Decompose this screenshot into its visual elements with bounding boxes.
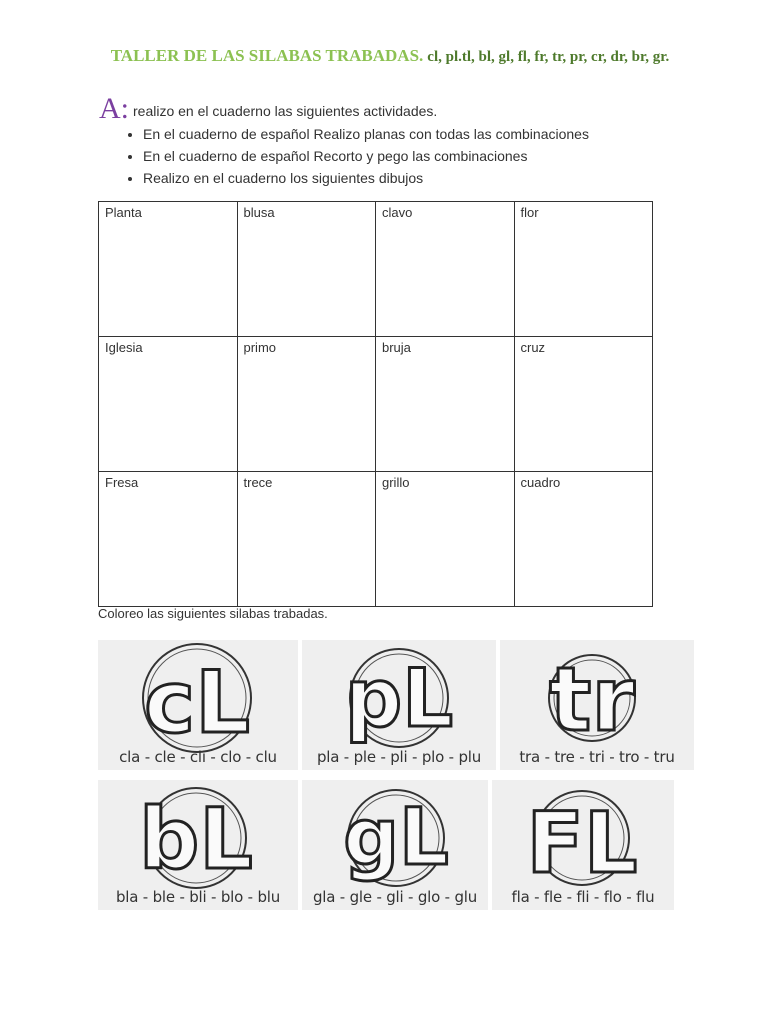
table-cell: Iglesia bbox=[99, 337, 238, 472]
table-cell: grillo bbox=[376, 472, 515, 607]
card-letters: cL bbox=[144, 653, 250, 753]
table-cell: primo bbox=[237, 337, 376, 472]
section-a-text: realizo en el cuaderno las siguientes actividades. bbox=[133, 103, 438, 119]
table-cell: cuadro bbox=[514, 472, 653, 607]
table-row bbox=[99, 337, 653, 472]
syllable-card-pl bbox=[302, 640, 496, 770]
card-letters: bL bbox=[139, 790, 253, 888]
activity-item: • Realizo en el cuaderno los siguientes dibujos bbox=[143, 167, 589, 189]
syllable-row: gla - gle - gli - glo - glu bbox=[312, 888, 478, 906]
syllable-card-fl bbox=[492, 780, 674, 910]
title-combinations: cl, pl.tl, bl, gl, fl, fr, tr, pr, cr, dr, br, gr. bbox=[427, 49, 670, 65]
syllable-row: fla - fle - fli - flo - flu bbox=[511, 888, 655, 906]
syllable-row: cla - cle - cli - clo - clu bbox=[119, 748, 277, 766]
card-letters: pL bbox=[344, 652, 454, 745]
table-cell: blusa bbox=[237, 202, 376, 337]
table-row bbox=[99, 202, 653, 337]
table-cell: Planta bbox=[99, 202, 238, 337]
activity-item: • En el cuaderno de español Realizo planas con todas las combinaciones bbox=[143, 123, 589, 145]
table-cell: trece bbox=[237, 472, 376, 607]
worksheet-title bbox=[60, 45, 720, 68]
section-a-letter: A: bbox=[99, 92, 129, 125]
table-cell: flor bbox=[514, 202, 653, 337]
syllable-row: tra - tre - tri - tro - tru bbox=[519, 748, 675, 766]
table-cell: cruz bbox=[514, 337, 653, 472]
card-letters: tr bbox=[549, 648, 635, 751]
table-row bbox=[99, 472, 653, 607]
section-a-instruction bbox=[99, 92, 437, 126]
table-cell: clavo bbox=[376, 202, 515, 337]
drawing-table bbox=[98, 201, 653, 607]
table-cell: Fresa bbox=[99, 472, 238, 607]
syllable-card-cl bbox=[98, 640, 298, 770]
syllable-card-gl bbox=[302, 780, 488, 910]
coloring-caption: Coloreo las siguientes silabas trabadas. bbox=[98, 606, 328, 621]
syllable-row: bla - ble - bli - blo - blu bbox=[115, 888, 281, 906]
table-cell: bruja bbox=[376, 337, 515, 472]
card-letters: FL bbox=[526, 794, 638, 892]
syllable-card-tr bbox=[500, 640, 694, 770]
card-letters: gL bbox=[343, 793, 449, 883]
syllable-row: pla - ple - pli - plo - plu bbox=[316, 748, 482, 766]
activity-item: • En el cuaderno de español Recorto y pego las combinaciones bbox=[143, 145, 589, 167]
activity-list bbox=[101, 123, 589, 189]
syllable-card-bl bbox=[98, 780, 298, 910]
title-main: TALLER DE LAS SILABAS TRABADAS. bbox=[110, 46, 424, 65]
